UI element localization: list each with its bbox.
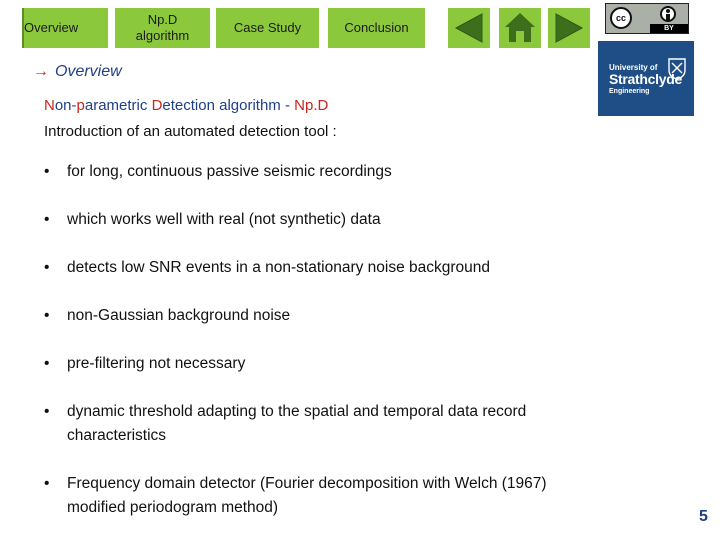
list-item bbox=[44, 304, 290, 328]
bullet-icon: • bbox=[44, 403, 50, 420]
bullet-icon: • bbox=[44, 163, 50, 180]
page-number: 5 bbox=[699, 508, 708, 525]
bullet-icon: • bbox=[44, 475, 50, 492]
tab-overview-label: Overview bbox=[24, 20, 79, 35]
logo-line-strathclyde: Strathclyde bbox=[609, 71, 682, 87]
list-item-text: non-Gaussian background noise bbox=[67, 307, 291, 324]
title-part: on- bbox=[54, 97, 77, 114]
list-item-text: which works well with real (not synthetic) data bbox=[67, 211, 381, 228]
title-part: arametric bbox=[84, 97, 152, 114]
list-item-text: for long, continuous passive seismic recordings bbox=[67, 163, 392, 180]
tab-npd-algorithm-label: Np.D algorithm bbox=[135, 12, 190, 43]
acronym-letter-n: N bbox=[44, 97, 55, 114]
list-item bbox=[44, 400, 594, 448]
next-button[interactable] bbox=[548, 8, 590, 48]
list-item bbox=[44, 352, 245, 376]
triangle-left-icon bbox=[448, 8, 490, 48]
bullet-icon: • bbox=[44, 307, 50, 324]
algorithm-title bbox=[44, 95, 328, 117]
list-item bbox=[44, 256, 490, 280]
section-heading bbox=[33, 63, 122, 81]
bullet-icon: • bbox=[44, 355, 50, 372]
bullet-icon: • bbox=[44, 211, 50, 228]
acronym-letter-p: p bbox=[76, 97, 85, 114]
attribution-person-icon bbox=[660, 6, 676, 22]
tab-case-study[interactable] bbox=[216, 8, 319, 48]
list-item-text: dynamic threshold adapting to the spatial and temporal data record characteristics bbox=[67, 403, 527, 444]
triangle-right-icon bbox=[548, 8, 590, 48]
list-item-text: pre-filtering not necessary bbox=[67, 355, 246, 372]
tab-npd-algorithm[interactable] bbox=[115, 8, 210, 48]
tab-overview[interactable] bbox=[22, 8, 108, 48]
arrow-right-icon: → bbox=[33, 63, 49, 80]
cc-by-license-badge[interactable] bbox=[605, 3, 689, 34]
acronym-letter-d: D bbox=[151, 97, 163, 114]
logo-line-engineering: Engineering bbox=[609, 88, 650, 95]
list-item-text: detects low SNR events in a non-stationary noise background bbox=[67, 259, 491, 276]
tab-case-study-label: Case Study bbox=[233, 20, 302, 35]
list-item bbox=[44, 208, 381, 232]
list-item bbox=[44, 472, 594, 520]
acronym-npd: Np.D bbox=[294, 97, 329, 114]
heading-text: Overview bbox=[55, 63, 122, 80]
crest-icon bbox=[668, 58, 686, 80]
home-button[interactable] bbox=[499, 8, 541, 48]
intro-text: Introduction of an automated detection tool : bbox=[44, 123, 337, 140]
list-item-text: Frequency domain detector (Fourier decomposition with Welch (1967) modified periodogram method) bbox=[67, 475, 547, 516]
bullet-icon: • bbox=[44, 259, 50, 276]
cc-icon: cc bbox=[610, 7, 632, 29]
list-item bbox=[44, 160, 392, 184]
home-icon bbox=[499, 8, 541, 48]
title-part: etection algorithm - bbox=[162, 97, 295, 114]
logo-line-university: University of bbox=[609, 63, 658, 72]
tab-conclusion-label: Conclusion bbox=[344, 20, 409, 35]
by-label: BY bbox=[664, 25, 674, 32]
previous-button[interactable] bbox=[448, 8, 490, 48]
strathclyde-logo bbox=[598, 41, 694, 116]
tab-conclusion[interactable] bbox=[328, 8, 425, 48]
